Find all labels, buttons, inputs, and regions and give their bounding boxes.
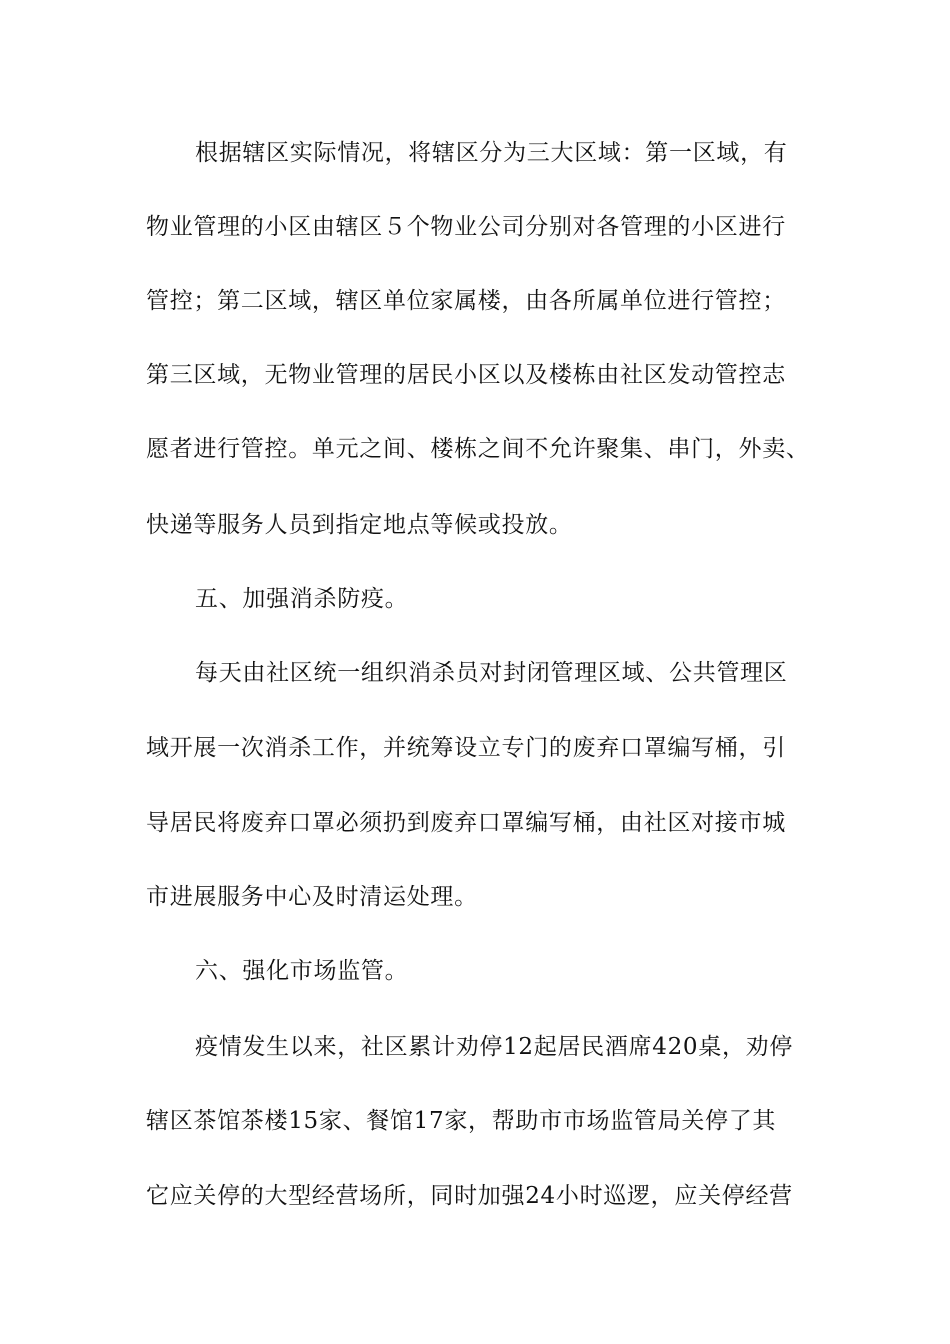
section-heading: 六、强化市场监管。 bbox=[195, 958, 409, 984]
section-heading: 五、加强消杀防疫。 bbox=[195, 586, 409, 612]
paragraph-line: 第三区域，无物业管理的居民小区以及楼栋由社区发动管控志 bbox=[146, 362, 786, 388]
paragraph-line: 辖区茶馆茶楼15家、餐馆17家，帮助市市场监管局关停了其 bbox=[146, 1108, 777, 1134]
paragraph-line: 管控；第二区域，辖区单位家属楼，由各所属单位进行管控； bbox=[146, 288, 786, 314]
paragraph-line: 它应关停的大型经营场所，同时加强24小时巡逻，应关停经营 bbox=[146, 1183, 793, 1209]
paragraph-line: 每天由社区统一组织消杀员对封闭管理区域、公共管理区 bbox=[195, 660, 788, 686]
paragraph-line: 疫情发生以来，社区累计劝停12起居民酒席420桌，劝停 bbox=[195, 1034, 794, 1060]
paragraph-line: 物业管理的小区由辖区５个物业公司分别对各管理的小区进行 bbox=[146, 214, 786, 240]
paragraph-line: 域开展一次消杀工作，并统筹设立专门的废弃口罩编写桶，引 bbox=[146, 735, 786, 761]
paragraph-line: 根据辖区实际情况，将辖区分为三大区域：第一区域，有 bbox=[195, 140, 788, 166]
paragraph-line: 市进展服务中心及时清运处理。 bbox=[146, 884, 478, 910]
paragraph-line: 快递等服务人员到指定地点等候或投放。 bbox=[146, 512, 573, 538]
paragraph-line: 愿者进行管控。单元之间、楼栋之间不允许聚集、串门，外卖、 bbox=[146, 436, 810, 462]
paragraph-line: 导居民将废弃口罩必须扔到废弃口罩编写桶，由社区对接市城 bbox=[146, 810, 786, 836]
